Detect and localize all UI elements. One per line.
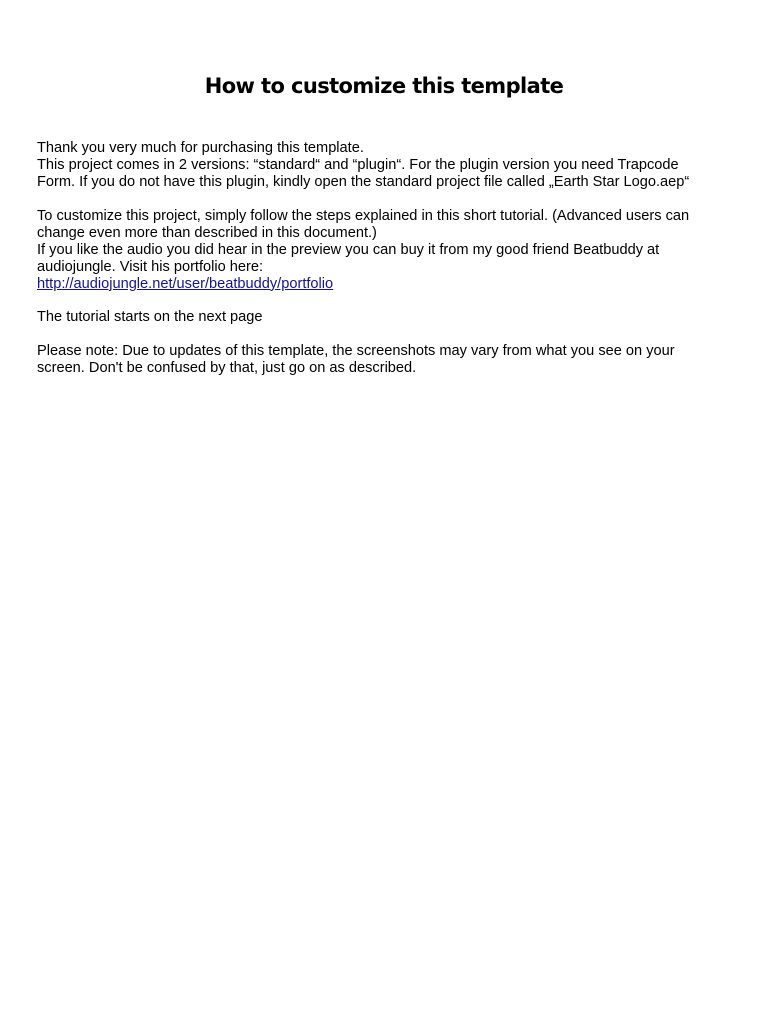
update-note-paragraph (37, 343, 737, 377)
text-line: change even more than described in this document.) (37, 224, 377, 241)
text-line: audiojungle. Visit his portfolio here: (37, 258, 264, 275)
tutorial-note-paragraph (37, 309, 737, 326)
document-body (37, 140, 737, 393)
text-line: The tutorial starts on the next page (37, 309, 263, 325)
text-line: Form. If you do not have this plugin, kindly open the standard project file called „Earth Star Logo.aep“ (37, 174, 690, 190)
text-line: To customize this project, simply follow the steps explained in this short tutorial. (Advanced users can (37, 207, 690, 224)
page-title: How to customize this template (204, 74, 564, 98)
customize-paragraph (37, 208, 737, 293)
text-line: If you like the audio you did hear in the preview you can buy it from my good friend Beatbuddy at (37, 241, 660, 258)
intro-paragraph (37, 140, 737, 191)
text-line: Please note: Due to updates of this template, the screenshots may vary from what you see on your (37, 342, 675, 359)
text-line: This project comes in 2 versions: “standard“ and “plugin“. For the plugin version you need Trapcode (37, 157, 679, 173)
portfolio-link[interactable]: http://audiojungle.net/user/beatbuddy/portfolio (37, 275, 334, 292)
text-line: screen. Don't be confused by that, just go on as described. (37, 359, 417, 376)
text-line: Thank you very much for purchasing this template. (37, 140, 364, 156)
